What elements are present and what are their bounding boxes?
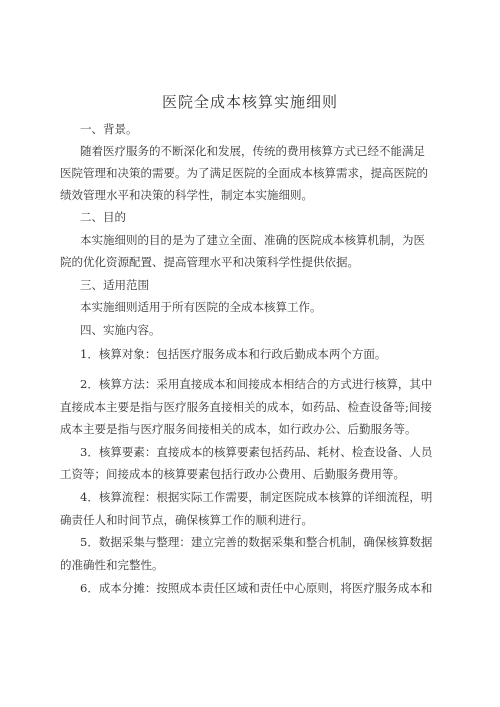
paragraph-line: 随着医疗服务的不断深化和发展，传统的费用核算方式已经不能满足: [80, 144, 425, 158]
heading-content: 四、实施内容。: [80, 323, 161, 337]
heading-purpose: 二、目的: [80, 210, 126, 224]
heading-background: 一、背景。: [80, 122, 138, 136]
list-item-1: 1．核算对象：包括医疗服务成本和行政后勤成本两个方面。: [80, 347, 387, 361]
list-item-6: 6．成本分摊：按照成本责任区域和责任中心原则，将医疗服务成本和: [80, 581, 433, 595]
paragraph-line: 成本主要是指与医疗服务间接相关的成本，如行政办公、后勤服务等。: [60, 422, 417, 436]
list-item-3: 3．核算要素：直接成本的核算要素包括药品、耗材、检查设备、人员: [80, 445, 433, 459]
paragraph-line: 的准确性和完整性。: [60, 558, 164, 572]
paragraph-line: 本实施细则的目的是为了建立全面、准确的医院成本核算机制，为医: [80, 233, 425, 247]
list-item-5: 5．数据采集与整理：建立完善的数据采集和整合机制，确保核算数据: [80, 535, 433, 549]
paragraph-line: 工资等；间接成本的核算要素包括行政办公费用、后勤服务费用等。: [60, 467, 405, 481]
document-title: 医院全成本核算实施细则: [161, 93, 338, 111]
list-item-2: 2．核算方法：采用直接成本和间接成本相结合的方式进行核算，其中: [80, 377, 433, 391]
paragraph-line: 直接成本主要是指与医疗服务直接相关的成本，如药品、检查设备等;间接: [60, 400, 432, 414]
paragraph-line: 确责任人和时间节点，确保核算工作的顺利进行。: [60, 513, 313, 527]
paragraph-line: 医院管理和决策的需要。为了满足医院的全面成本核算需求，提高医院的: [60, 166, 428, 180]
list-item-4: 4．核算流程：根据实际工作需要，制定医院成本核算的详细流程，明: [80, 490, 433, 504]
paragraph-line: 绩效管理水平和决策的科学性，制定本实施细则。: [60, 188, 313, 202]
heading-scope: 三、适用范围: [80, 278, 149, 292]
paragraph-line: 本实施细则适用于所有医院的全成本核算工作。: [80, 300, 322, 314]
paragraph-line: 院的优化资源配置、提高管理水平和决策科学性提供依据。: [60, 255, 359, 269]
